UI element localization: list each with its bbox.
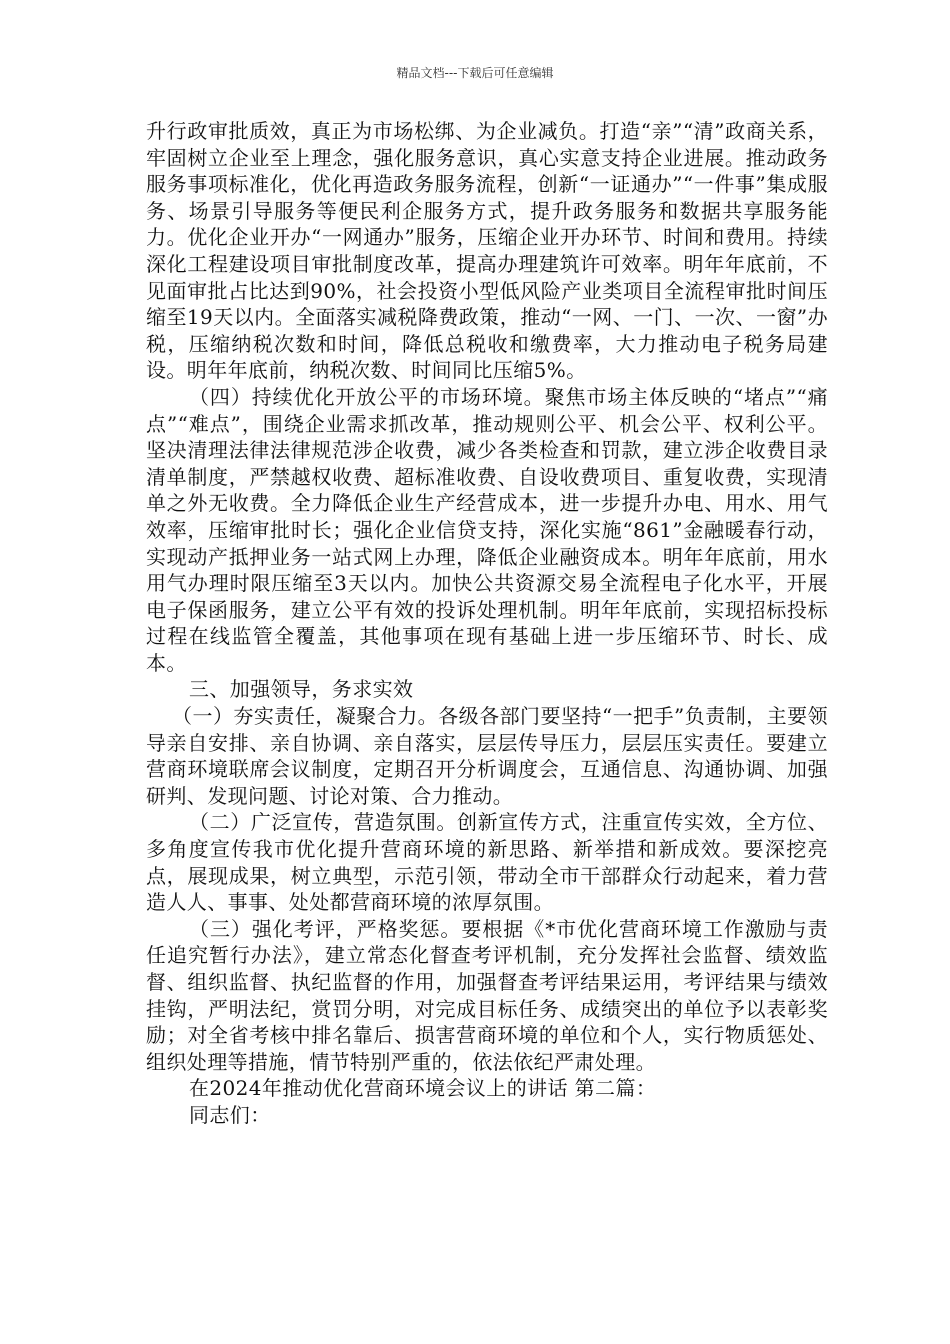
paragraph-section-4: （四）持续优化开放公平的市场环境。聚焦市场主体反映的“堵点”“痛点”“难点”，围绕企业需求抓改革，推动规则公平、机会公平、权利公平。坚决清理法律法律规范涉企收费，减少各类检查和罚款，建立涉企收费目录清单制度，严禁越权收费、超标准收费、自设收费项目、重复收费，实现清单之外无收费。全力降低企业生产经营成本，进一步提升办电、用水、用气效率，压缩审批时长；强化企业信贷支持，深化实施“861”金融暖春行动，实现动产抵押业务一站式网上办理，降低企业融资成本。明年年底前，用水用气办理时限压缩至3天以内。加快公共资源交易全流程电子化水平，开展电子保函服务，建立公平有效的投诉处理机制。明年年底前，实现招标投标过程在线监管全覆盖，其他事项在现有基础上进一步压缩环节、时长、成本。: [146, 384, 828, 675]
paragraph-item-2: （二）广泛宣传，营造氛围。创新宣传方式，注重宣传实效，全方位、多角度宣传我市优化提升营商环境的新思路、新举措和新成效。要深挖亮点，展现成果，树立典型，示范引领，带动全市干部群众行动起来，着力营造人人、事事、处处都营商环境的浓厚氛围。: [146, 810, 828, 915]
paragraph-continuation: 升行政审批质效，真正为市场松绑、为企业减负。打造“亲”“清”政商关系，牢固树立企业至上理念，强化服务意识，真心实意支持企业进展。推动政务服务事项标准化，优化再造政务服务流程，创新“一证通办”“一件事”集成服务、场景引导服务等便民利企服务方式，提升政务服务和数据共享服务能力。优化企业开办“一网通办”服务，压缩企业开办环节、时间和费用。持续深化工程建设项目审批制度改革，提高办理建筑许可效率。明年年底前，不见面审批占比达到90%，社会投资小型低风险产业类项目全流程审批时间压缩至19天以内。全面落实减税降费政策，推动“一网、一门、一次、一窗”办税，压缩纳税次数和时间，降低总税收和缴费率，大力推动电子税务局建设。明年年底前，纳税次数、时间同比压缩5%。: [146, 119, 828, 383]
section-heading-3: 三、加强领导，务求实效: [189, 677, 414, 702]
salutation: 同志们：: [189, 1102, 271, 1127]
paragraph-item-1: （一）夯实责任，凝聚合力。各级各部门要坚持“一把手”负责制，主要领导亲自安排、亲自协调、亲自落实，层层传导压力，层层压实责任。要建立营商环境联席会议制度，定期召开分析调度会，互通信息、沟通协调、加强研判、发现问题、讨论对策、合力推动。: [146, 704, 828, 808]
speech-title: 在2024年推动优化营商环境会议上的讲话 第二篇：: [189, 1076, 657, 1101]
page-header: 精品文档---下载后可任意编辑: [396, 66, 554, 80]
document-body: [146, 118, 828, 1129]
paragraph-item-3: （三）强化考评，严格奖惩。要根据《*市优化营商环境工作激励与责任追究暂行办法》，建立常态化督查考评机制，充分发挥社会监督、绩效监督、组织监督、执纪监督的作用，加强督查考评结果运用，考评结果与绩效挂钩，严明法纪，赏罚分明，对完成目标任务、成绩突出的单位予以表彰奖励；对全省考核中排名靠后、损害营商环境的单位和个人，实行物质惩处、组织处理等措施，情节特别严重的，依法依纪严肃处理。: [146, 916, 828, 1074]
